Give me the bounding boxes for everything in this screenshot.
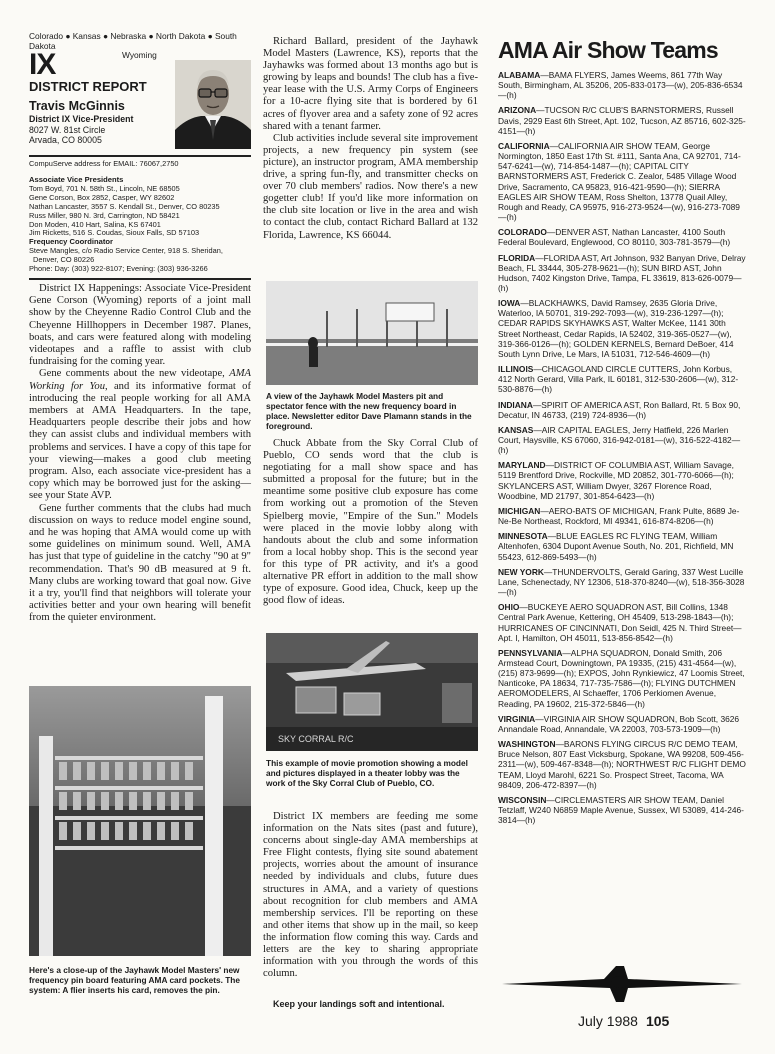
team-details: —CIRCLEMASTERS AIR SHOW TEAM, Daniel Tetzlaff, W240 N6859 Maple Avenue, Sussex, WI 53089, 414-246-3814—(h) (498, 794, 744, 826)
caption-pin-board: Here's a close-up of the Jayhawk Model Masters' new frequency pin board featuring AMA card pockets. The system: A flier inserts his card, removes the pin. (29, 965, 240, 995)
team-details: —SPIRIT OF AMERICA AST, Ron Ballard, Rt. 5 Box 90, Decatur, IN 46733, (219) 724-8936—(h) (498, 399, 741, 420)
team-state: INDIANA (498, 399, 533, 410)
team-state: MINNESOTA (498, 531, 548, 542)
article-body-col1 (29, 283, 251, 625)
team-state: CALIFORNIA (498, 140, 550, 151)
team-details: —DISTRICT OF COLUMBIA AST, William Savage, 5119 Brentford Drive, Rockville, MD 20852, 301-770-6066—(h); SKYLANCERS AST, William Dwyer, 3267 Florence Road, Woodbine, MD 21797, 301-854-6423—(h) (498, 460, 734, 501)
paragraph: Chuck Abbate from the Sky Corral Club of Pueblo, CO sends word that the club is negotiating for a mall show space and has submitted a proposal for the future; but in the meantime some positive club exposure has come from working out a promotion of the Steven Spielberg movie, "Empire of the Sun." Models were placed in the movie lobby along with handouts about the club and some information from a local hobby shop. This is the second year for this type of PR activity, and it's a good alternative PR effort in addition to the mall show type of exposure. Good idea, Chuck, keep up the good flow of ideas. (263, 438, 478, 607)
team-state: MARYLAND (498, 460, 546, 471)
associate-item: Nathan Lancaster, 3557 S. Kendall St., Denver, CO 80235 (29, 201, 220, 211)
team-state: MICHIGAN (498, 505, 541, 516)
freq-heading: Frequency Coordinator (29, 237, 113, 246)
team-state: VIRGINIA (498, 713, 536, 724)
team-details: —CHICAGOLAND CIRCLE CUTTERS, John Korbus, 412 North Gerard, Villa Park, IL 60181, 312-530-2606—(w), 312-530-8876—(h) (498, 364, 739, 395)
team-state: WASHINGTON (498, 739, 556, 750)
states-line-1: Colorado ● Kansas ● Nebraska ● North Dakota ● South Dakota (29, 31, 237, 51)
team-entry (498, 714, 746, 734)
caption-pit: A view of the Jayhawk Model Masters pit and spectator fence with the new frequency board in place. Newsletter editor Dave Plamann stands in the foreground. (266, 391, 472, 431)
team-entry (498, 648, 746, 709)
team-entry (498, 531, 746, 561)
frequency-pin-board-photo (29, 686, 251, 956)
divider (29, 155, 251, 157)
vp-name: Travis McGinnis (29, 99, 125, 113)
team-details: —BUCKEYE AERO SQUADRON AST, Bill Collins, 1348 Central Park Avenue, Kettering, OH 45409, 513-298-1843—(h); HURRICANES OF CINCINNATI, Don Seidl, 425 N. Third Street—Apt. I, Hamilton, OH 45011, 513-856-8542—(h) (498, 602, 742, 643)
vp-portrait-photo (175, 60, 251, 149)
team-state: COLORADO (498, 227, 547, 238)
article-body-col2-top (263, 36, 478, 242)
team-details: —BLUE EAGLES RC FLYING TEAM, William Altenhofen, 6304 Dupont Avenue South, No. 201, Richfield, MN 55423, 612-869-5493—(h) (498, 531, 734, 562)
team-entry (498, 253, 746, 294)
team-details: —BARONS FLYING CIRCUS R/C DEMO TEAM, Bruce Nelson, 807 East Vicksburg, Spokane, WA 99208, 509-456-2311—(w), 509-467-8348—(h); NORTHWEST R/C FLIGHT DEMO TEAM, Lloyd Marohl, 6221 So. Prospect Street, Tacoma, WA 98409, 206-472-8397—(h) (498, 739, 746, 790)
associate-item: Tom Boyd, 701 N. 58th St., Lincoln, NE 68505 (29, 183, 180, 193)
caption-theater: This example of movie promotion showing a model and pictures displayed in a theater lobby was the work of the Sky Corral Club of Pueblo, CO. (266, 758, 468, 788)
text-run: Gene comments about the new videotape, (39, 368, 230, 380)
states-line-2: Wyoming (122, 50, 157, 60)
team-state: OHIO (498, 602, 520, 613)
team-details: —BLACKHAWKS, David Ramsey, 2635 Gloria Drive, Waterloo, IA 50701, 319-292-7093—(w), 319-236-1297—(h); CEDAR RAPIDS SKYHAWKS AST, Walter McKee, 1141 30th Street Northeast, Cedar Rapids, IA 52402, 319-365-0527—(w), 319-366-0126—(h); GOLDEN KERNELS, Bernard DeBoer, 414 South Lynn Drive, Le Mars, IA 51031, 712-546-4609—(h) (498, 298, 734, 359)
paragraph: District IX members are feeding me some information on the Nats sites (past and future), concerns about single-day AMA memberships at Free Flight contests, flying site sound abatement projects, worries about the amount of insurance needed by individuals and clubs, future dues structures in AMA, and a variety of questions about recognition for club members and AMA membership services. I'll be reporting on these and other items that show up in the mail, so keep the information flow coming this way. Cards and letters are the key to sharing appropriate information with you through the words of this column. (263, 811, 478, 980)
freq-phone: Phone: Day: (303) 922-8107; Evening: (303) 936-3266 (29, 263, 208, 273)
freq-line-1: Steve Mangles, c/o Radio Service Center, 918 S. Sheridan, (29, 245, 223, 255)
team-details: —CALIFORNIA AIR SHOW TEAM, George Normington, 1850 East 17th St. #111, Santa Ana, CA 92701, 714-547-6241—(w), 714-854-1487—(h); CAPITAL CITY BARNSTORMERS AST, Frederick C. Zealor, 5485 Village Wood Drive, Sacramento, CA 95823, 916-421-9590—(h); SIERRA EAGLES AIR SHOW TEAM, Ross Shelton, 13778 Quail Alley, Rough and Ready, CA 95975, 916-273-9524—(w), 916-273-7089—(h) (498, 140, 741, 223)
team-details: —AIR CAPITAL EAGLES, Jerry Hatfield, 226 Marlen Court, Haysville, KS 67060, 316-942-0181—(w), 316-522-4182—(h) (498, 424, 741, 456)
team-state: IOWA (498, 298, 521, 309)
team-entry (498, 425, 746, 455)
district-states (29, 32, 251, 61)
associate-item: Russ Miller, 980 N. 3rd, Carrington, ND 58421 (29, 210, 180, 220)
team-details: —ALPHA SQUADRON, Donald Smith, 206 Armstead Court, Downingtown, PA 19335, (215) 431-4564—(w), (215) 873-9699—(h); EXPOS, John Rynkiewicz, 47 Loomis Street, Nanticoke, PA 18634, 717-735-7586—(h); FLYING DUTCHMEN AEROMODELERS, Al Schaeffer, 1706 Perkiomen Avenue, Reading, PA 19602, 215-372-5846—(h) (498, 647, 745, 709)
team-entry (498, 227, 746, 247)
page-footer (578, 1013, 669, 1029)
team-details: —TUCSON R/C CLUB'S BARNSTORMERS, Russell Davis, 2929 East 6th Street, Apt. 102, Tucson, AZ 85716, 602-325-4151—(h) (498, 105, 746, 136)
paragraph: Richard Ballard, president of the Jayhawk Model Masters (Lawrence, KS), reports that the Jayhawks was formed about 13 months ago but is growing by leaps and bounds! The club has a five-year lease with the U.S. Army Corps of Engineers for a 10-acre flying site that is bordered by 61 acres of flyover area and a safety zone of 92 acres shared with a tenant farmer. (263, 36, 478, 132)
text-run: , and its informative format of introducing the real people working for all AMA members at AMA Headquarters. In the tape, Headquarters people describe their jobs and how they can assist clubs and individual members with problems and services. I have a copy of this tape for your viewing—makes a good club meeting program. Also, each associate vice-president has a copy which may be borrowed just for the asking—see your State AVP. (29, 380, 251, 502)
frequency-coordinator-block (29, 238, 251, 274)
paragraph: Gene further comments that the clubs had much discussion on ways to reduce model engine sound, and he was hoping that AMA would come up with some guidelines on minimum sound. Well, AMA has just that type of guideline in the catchy "90 at 9" recommendation. That's 90 dB measured at 9 ft. Many clubs are working toward that goal now. Give it a try, you'll find that neighbors will tolerate your activities better and your own hearing will benefit from the quieter environment. (29, 502, 251, 624)
issue-date: July 1988 (578, 1013, 638, 1029)
air-show-teams-list (498, 70, 746, 830)
article-body-col2-bottom (263, 811, 478, 980)
team-entry (498, 400, 746, 420)
team-details: —DENVER AST, Nathan Lancaster, 4100 South Federal Boulevard, Englewood, CO 80110, 303-781-3579—(h) (498, 227, 731, 248)
paragraph: District IX Happenings: Associate Vice-President Gene Corson (Wyoming) reports of a joint mall show by the Cheyenne Radio Control Club and the Cheyenne Hillhoppers in December 1987. Planes, boats, and cars were featured along with modeling videotapes and a raffle to assist with club fundraising for the coming year. (29, 283, 251, 368)
email-line: CompuServe address for EMAIL: 76067,2750 (29, 159, 179, 168)
team-details: —THUNDERVOLTS, Gerald Garing, 337 West Lucille Lane, Schenectady, NY 12306, 518-370-8240—(w), 518-356-3028—(h) (498, 566, 745, 598)
associate-item: Gene Corson, Box 2852, Casper, WY 82602 (29, 192, 175, 202)
signoff: Keep your landings soft and intentional. (273, 999, 445, 1009)
team-details: —FLORIDA AST, Art Johnson, 932 Banyan Drive, Delray Beach, FL 33444, 305-278-9621—(h); SUN BIRD AST, John Hudson, 7402 Kingston Drive, Tampa, FL 33619, 813-626-0079—(h) (498, 252, 746, 293)
team-entry (498, 795, 746, 825)
team-entry (498, 506, 746, 526)
team-details: —VIRGINIA AIR SHOW SQUADRON, Bob Scott, 3626 Annandale Road, Annandale, VA 22003, 703-573-1909—(h) (498, 713, 740, 734)
vp-address-line-1: 8027 W. 81st Circle (29, 124, 106, 135)
team-state: ILLINOIS (498, 364, 534, 375)
team-entry (498, 364, 746, 394)
video-title: AMA Working for You (29, 368, 251, 392)
divider (29, 278, 251, 280)
page-number: 105 (645, 1013, 670, 1029)
vp-title: District IX Vice-President (29, 114, 134, 124)
associate-item: Jim Ricketts, 516 S. Coudas, Sioux Falls, SD 57103 (29, 228, 200, 238)
team-state: PENNSYLVANIA (498, 647, 563, 658)
freq-line-2: Denver, CO 80226 (33, 254, 95, 264)
air-show-teams-title: AMA Air Show Teams (498, 37, 718, 63)
paragraph (29, 368, 251, 502)
team-state: WISCONSIN (498, 794, 547, 805)
associates-block (29, 176, 251, 238)
vp-address-line-2: Arvada, CO 80005 (29, 135, 102, 145)
team-state: KANSAS (498, 424, 534, 435)
team-entry (498, 141, 746, 222)
team-state: ALABAMA (498, 70, 541, 80)
district-report-heading: DISTRICT REPORT (29, 79, 147, 94)
article-body-col2-middle (263, 438, 478, 607)
team-entry (498, 70, 746, 100)
team-state: NEW YORK (498, 566, 544, 577)
team-entry (498, 460, 746, 501)
team-state: ARIZONA (498, 105, 537, 116)
theater-sign-text: SKY CORRAL R/C (278, 734, 354, 744)
team-entry (498, 739, 746, 790)
district-number: IX (29, 48, 56, 81)
team-state: FLORIDA (498, 252, 536, 263)
team-details: —BAMA FLYERS, James Weems, 861 77th Way South, Birmingham, AL 35206, 205-833-0173—(w), 205-836-6534—(h) (498, 70, 743, 101)
associate-item: Don Moden, 410 Hart, Salina, KS 67401 (29, 219, 161, 229)
associates-heading: Associate Vice Presidents (29, 175, 124, 184)
team-entry (498, 298, 746, 359)
airplane-silhouette-icon (498, 962, 746, 1009)
team-entry (498, 602, 746, 643)
vp-contact-block (29, 100, 179, 146)
team-details: —AERO-BATS OF MICHIGAN, Frank Pulte, 8689 Je-Ne-Be Northeast, Rockford, MI 49341, 616-874-8206—(h) (498, 505, 740, 527)
team-entry (498, 105, 746, 135)
paragraph: Club activities include several site improvement projects, a new frequency pin system (see picture), an instructor program, AMA membership drive, a spring fun-fly, and transmitter checks on over 70 club members' radios. Now there's a new gogetter club! If you'd like more information on the club site location or live in the area and wish to contact the club, contact Richard Ballard at 132 Florida, Lawrence, KS 66044. (263, 132, 478, 241)
jayhawk-pit-photo (266, 281, 478, 385)
theater-lobby-photo (266, 633, 478, 751)
team-entry (498, 567, 746, 597)
